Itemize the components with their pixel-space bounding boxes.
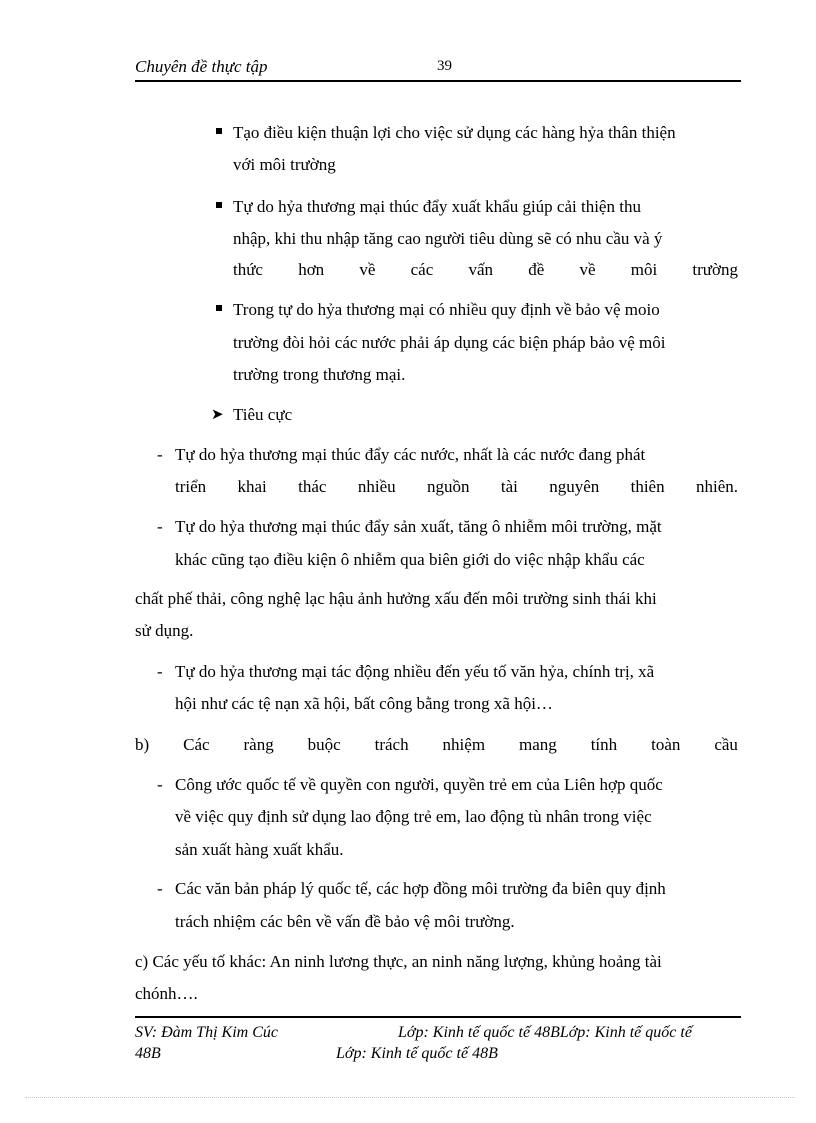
dash2-line3: chất phế thải, công nghệ lạc hậu ảnh hưởng xấu đến môi trường sinh thái khi: [135, 589, 657, 608]
footer-line2-left: 48B: [135, 1045, 161, 1062]
square-bullet-icon: [216, 202, 222, 208]
word: b): [135, 735, 150, 754]
word: thức: [233, 260, 263, 279]
bullet2-line1: Tự do hỷa thương mại thúc đẩy xuất khẩu giúp cải thiện thu: [233, 197, 641, 216]
word: về: [359, 260, 376, 279]
dash3-line1: Tự do hỷa thương mại tác động nhiều đến yếu tố văn hỷa, chính trị, xã: [175, 662, 655, 681]
bullet3-line1: Trong tự do hỷa thương mại có nhiều quy định về bảo vệ moio: [233, 300, 660, 319]
dash-bullet-icon: -: [157, 517, 163, 536]
dash4-line1: Công ước quốc tế về quyền con người, quyền trẻ em của Liên hợp quốc: [175, 775, 663, 794]
word: triển: [175, 477, 207, 496]
dash1-line1: Tự do hỷa thương mại thúc đẩy các nước, nhất là các nước đang phát: [175, 445, 646, 464]
word: nguồn: [426, 477, 470, 496]
dash2-line2: khác cũng tạo điều kiện ô nhiễm qua biên giới do việc nhập khẩu các: [175, 550, 645, 569]
word: hơn: [298, 260, 325, 279]
word: nguyên: [549, 477, 600, 496]
dash-bullet-icon: -: [157, 445, 163, 464]
footer-divider: [135, 1016, 741, 1018]
word: mang: [518, 735, 557, 754]
bullet1-line2: với môi trường: [233, 155, 336, 174]
word: nhiều: [357, 477, 396, 496]
square-bullet-icon: [216, 305, 222, 311]
dash-bullet-icon: -: [157, 879, 163, 898]
word: Các: [183, 735, 210, 754]
bullet3-line2: trường đòi hỏi các nước phải áp dụng các biện pháp bảo vệ môi: [233, 333, 666, 352]
bullet2-line2: nhập, khi thu nhập tăng cao người tiêu dùng sẽ có nhu cầu và ý: [233, 229, 663, 248]
bullet2-line3: [233, 260, 738, 280]
dash5-line1: Các văn bản pháp lý quốc tế, các hợp đồng môi trường đa biên quy định: [175, 879, 666, 898]
dash1-line2: [175, 477, 738, 497]
arrow-bullet-icon: ➤: [211, 407, 224, 423]
dash-bullet-icon: -: [157, 775, 163, 794]
word: thác: [298, 477, 327, 496]
word: nhiệm: [442, 735, 486, 754]
negative-heading: Tiêu cực: [233, 405, 293, 424]
header-divider: [135, 80, 741, 82]
word: trách: [374, 735, 409, 754]
bullet3-line3: trường trong thương mại.: [233, 365, 406, 384]
word: vấn: [468, 260, 494, 279]
dash4-line2: về việc quy định sử dụng lao động trẻ em, lao động tù nhân trong việc: [175, 807, 652, 826]
word: về: [579, 260, 596, 279]
word: toàn: [651, 735, 681, 754]
bullet1-line1: Tạo điều kiện thuận lợi cho việc sử dụng các hàng hỷa thân thiện: [233, 123, 676, 142]
dash4-line3: sản xuất hàng xuất khẩu.: [175, 840, 344, 859]
section-c-line1: c) Các yếu tố khác: An ninh lương thực, an ninh năng lượng, khủng hoảng tài: [135, 952, 662, 971]
word: thiên: [630, 477, 665, 496]
section-b-heading: [135, 735, 738, 755]
word: tính: [590, 735, 618, 754]
footer-class: Lớp: Kinh tế quốc tế 48B: [336, 1045, 498, 1062]
word: các: [410, 260, 434, 279]
footer-class-repeat: Lớp: Kinh tế quốc tế 48BLớp: Kinh tế quốc tế: [398, 1024, 692, 1041]
dash2-line4: sử dụng.: [135, 621, 194, 640]
header-title: Chuyên đề thực tập: [135, 57, 268, 76]
word: đề: [528, 260, 545, 279]
word: buộc: [307, 735, 341, 754]
dash3-line2: hội như các tệ nạn xã hội, bất công bằng trong xã hội…: [175, 694, 553, 713]
section-c-line2: chónh….: [135, 984, 198, 1003]
dash5-line2: trách nhiệm các bên về vấn đề bảo vệ môi trường.: [175, 912, 515, 931]
word: ràng: [243, 735, 274, 754]
page-edge-divider: [25, 1097, 795, 1098]
square-bullet-icon: [216, 128, 222, 134]
word: nhiên.: [695, 477, 738, 496]
dash2-line1: Tự do hỷa thương mại thúc đẩy sản xuất, tăng ô nhiễm môi trường, mặt: [175, 517, 662, 536]
word: cầu: [714, 735, 738, 754]
word: môi: [630, 260, 658, 279]
dash-bullet-icon: -: [157, 662, 163, 681]
word: tài: [500, 477, 518, 496]
word: khai: [237, 477, 267, 496]
footer-student: SV: Đàm Thị Kim Cúc: [135, 1024, 278, 1041]
word: trường: [692, 260, 738, 279]
page-number: 39: [437, 58, 452, 74]
